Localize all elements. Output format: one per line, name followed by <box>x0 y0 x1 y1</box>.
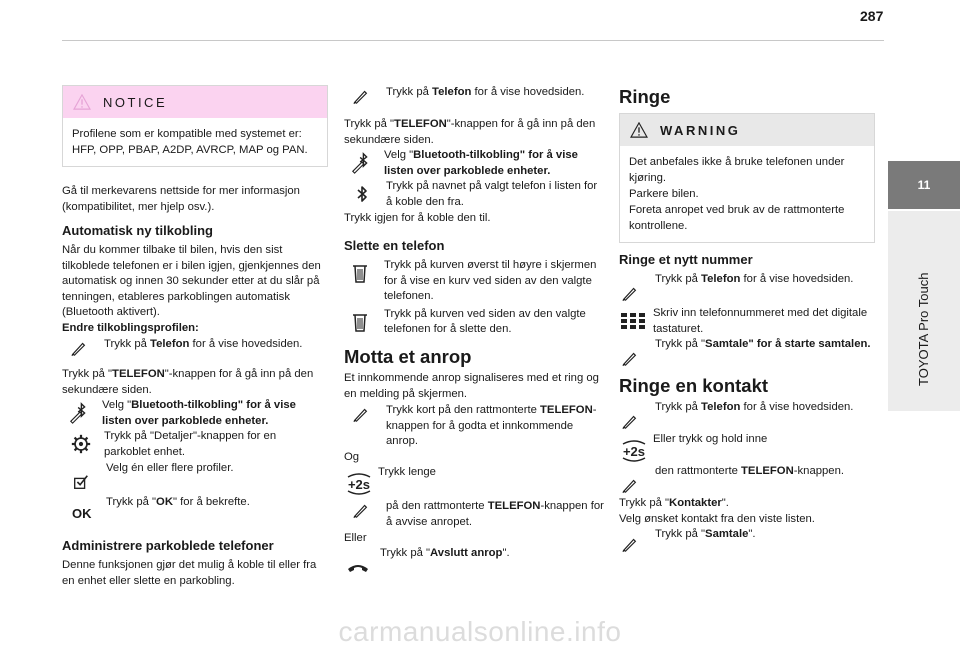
steering-phone-icon <box>344 473 374 495</box>
page-number: 287 <box>860 8 884 24</box>
warning-text-2: Parkere bilen. <box>629 188 699 200</box>
heading-receive-call: Motta et anrop <box>344 346 472 367</box>
pen-touch-icon <box>621 535 639 553</box>
heading-manage: Administrere parkoblede telefoner <box>62 538 274 553</box>
ok-icon: OK <box>72 505 92 521</box>
step-details: Trykk på "Detaljer"-knappen for en parkoblet enhet. <box>62 429 324 460</box>
new-number-steps: Trykk på Telefon for å vise hovedsiden. Skriv inn telefonnummeret med det digitale tastaturet. Trykk på "Samtale" for å starte samtalen. <box>619 272 875 367</box>
steering-phone-icon <box>619 440 649 462</box>
trash-icon <box>350 262 370 284</box>
step-telefon-button: Trykk på "TELEFON"-knappen for å gå inn på den sekundære siden. <box>344 118 596 146</box>
watermark: carmanualsonline.info <box>338 616 622 647</box>
contacts-step: Trykk på "Kontakter". <box>619 497 729 509</box>
notice-text: Profilene som er kompatible med systemet er: HFP, OPP, PBAP, A2DP, AVRCP, MAP og PAN. <box>72 128 308 156</box>
chapter-sidebar <box>888 211 960 411</box>
step-ok: OK Trykk på "OK" for å bekrefte. <box>72 495 250 521</box>
pen-touch-icon <box>621 284 639 302</box>
step-telefon-button: Trykk på "TELEFON"-knappen for å gå inn på den sekundære siden. <box>62 368 314 396</box>
eller-label: Eller <box>344 531 367 544</box>
notice-title: NOTICE <box>103 94 168 110</box>
profile-steps <box>62 337 324 521</box>
heading-auto-connect: Automatisk ny tilkobling <box>62 223 213 238</box>
header-rule <box>62 40 884 41</box>
step-bluetooth: Velg "Bluetooth-tilkobling" for å vise listen over parkoblede enheter. <box>62 398 324 429</box>
checkbox-icon <box>72 473 90 491</box>
auto-connect-text: Når du kommer tilbake til bilen, hvis den sist tilkoblede telefonen er i bilen igjen, gjenkjennes den automatisk og innen 30 sekunder etter at du slår på tenningen, etableres parkoblingen automatisk (Bluetooth aktivert). <box>62 244 321 319</box>
receive-steps: Trykk kort på den rattmonterte TELEFON-knappen for å godta et innkommende anrop. Og Trykk lenge på den rattmonterte TELEFON-knappen for å avvise anropet. Eller Trykk på "Avslutt anrop". <box>344 403 606 572</box>
reconnect-text: Trykk igjen for å koble den til. <box>344 211 491 224</box>
manage-text: Denne funksjonen gjør det mulig å koble til eller fra en enhet eller slette en parkobling. <box>62 559 317 587</box>
warning-box <box>619 113 875 243</box>
keypad-icon <box>619 311 647 331</box>
heading-call-contact: Ringe en kontakt <box>619 375 769 396</box>
contact-steps: Trykk på Telefon for å vise hovedsiden. Eller trykk og hold inne den rattmonterte TELEFON-knappen. Trykk på "Kontakter". Velg ønsket kontakt fra den viste listen. Trykk på "Samtale". <box>619 400 875 553</box>
heading-delete: Slette en telefon <box>344 238 445 253</box>
bluetooth-icon <box>352 183 372 205</box>
receive-call-text: Et innkommende anrop signaliseres med et ring og en melding på skjermen. <box>344 372 599 400</box>
chapter-tab[interactable]: 11 <box>888 161 960 209</box>
step-telefon: Trykk på Telefon for å vise hovedsiden. <box>62 337 324 359</box>
pen-touch-icon <box>621 412 639 430</box>
warning-header <box>620 114 874 146</box>
bluetooth-icon <box>350 151 374 175</box>
info-paragraph: Gå til merkevarens nettside for mer informasjon (kompatibilitet, mer hjelp osv.). <box>62 185 300 213</box>
notice-box <box>62 85 328 167</box>
chapter-title: TOYOTA Pro Touch <box>916 272 931 386</box>
pen-touch-icon <box>352 405 370 423</box>
notice-header <box>63 86 327 118</box>
pen-touch-icon <box>352 501 370 519</box>
trash-icon <box>350 311 370 333</box>
gear-icon <box>70 433 92 455</box>
warning-text-1: Det anbefales ikke å bruke telefonen under kjøring. <box>629 156 845 184</box>
delete-steps: Trykk på kurven øverst til høyre i skjermen for å vise en kurv ved siden av den valgte telefonen. Trykk på kurven ved siden av den valgte telefonen for å slette den. <box>344 258 606 338</box>
heading-new-number: Ringe et nytt nummer <box>619 252 753 267</box>
pen-touch-icon <box>70 339 88 357</box>
alert-triangle-icon <box>630 122 648 138</box>
disconnect-steps: Trykk på Telefon for å vise hovedsiden. Trykk på "TELEFON"-knappen for å gå inn på den sekundære siden. Velg "Bluetooth-tilkobling" for å vise listen over parkoblede enheter. Trykk på navnet på valgt telefon i listen for å koble den fra. Trykk igjen for å koble den til. <box>344 85 606 226</box>
pen-touch-icon <box>352 87 370 105</box>
og-label: Og <box>344 450 360 463</box>
change-profile-label: Endre tilkoblingsprofilen: <box>62 322 199 334</box>
warning-title: WARNING <box>660 122 741 138</box>
warning-text-3: Foreta anropet ved bruk av de rattmonterte kontrollene. <box>629 204 845 232</box>
step-profiles: Velg én eller flere profiler. <box>62 461 324 491</box>
pen-touch-icon <box>621 349 639 367</box>
hangup-icon <box>346 560 370 576</box>
heading-call: Ringe <box>619 86 671 107</box>
select-contact-text: Velg ønsket kontakt fra den viste listen. <box>619 512 815 525</box>
bluetooth-icon <box>68 401 92 425</box>
pen-touch-icon <box>621 476 639 494</box>
alert-triangle-icon <box>73 94 91 110</box>
